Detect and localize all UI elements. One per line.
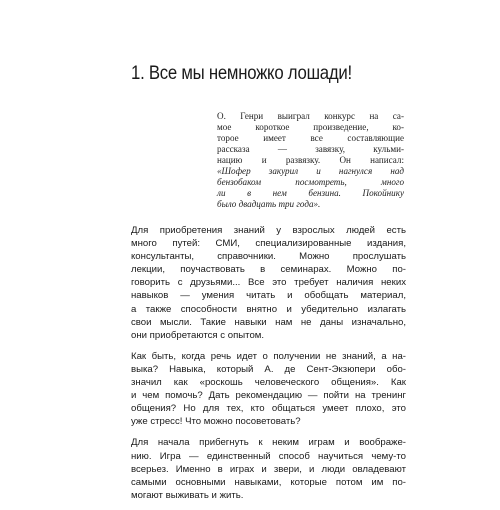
text-line: могают выживать и жить. [131,489,244,501]
text-line: и чем помочь? Дать рекомендацию — пойти на тренинг [131,390,406,402]
text-line: а также способности внятно и убедительно излагать [131,303,406,315]
epigraph-line: рассказа — завязку, кульми- [217,144,404,154]
epigraph-line: мое короткое произведение, ко- [217,122,404,132]
text-line: Как быть, когда речь идет о получении не знаний, а на- [131,350,406,362]
text-line: всерьез. Именно в играх и звери, и люди овладевают [131,463,406,475]
text-line: консультанты, справочники. Можно прослушать [131,251,406,263]
text-line: общения? Но для тех, кто общаться умеет плохо, это [131,403,406,415]
paragraph-3 [131,436,406,501]
epigraph-quote-line: бензобаком посмотреть, много [217,177,404,187]
epigraph-quote-line: ли в нем бензина. Покойнику [217,188,404,198]
text-line: много путей: СМИ, специализированные издания, [131,238,406,250]
text-line: свои мысли. Такие навыки нам не даны изначально, [131,316,406,328]
text-line: лекции, поучаствовать в семинарах. Можно по- [131,264,406,276]
body-text [131,224,406,510]
text-line: навыков — умения читать и обобщать материал, [131,290,406,302]
text-line: Для начала прибегнуть к неким играм и воображе- [131,437,406,449]
text-line: выка? Навыка, который А. де Сент-Экзюпери обо- [131,363,406,375]
epigraph-line: нацию и развязку. Он написал: [217,155,404,165]
epigraph-line: О. Генри выиграл конкурс на са- [217,111,404,121]
text-line: самыми основными навыками, которые потом им по- [131,476,406,488]
text-line: уже стресс! Что можно посоветовать? [131,416,301,428]
text-line: они приобретаются с опытом. [131,329,265,341]
epigraph-line: торое имеет все составляющие [217,133,404,143]
chapter-title: 1. Все мы немножко лошади! [131,62,352,84]
epigraph [217,111,404,210]
paragraph-1 [131,224,406,342]
epigraph-quote-line: «Шофер закурил и нагнулся над [217,166,404,176]
paragraph-2 [131,350,406,429]
epigraph-quote-line: было двадцать три года». [217,199,321,209]
text-line: Для приобретения знаний у взрослых людей есть [131,225,406,236]
text-line: говорить с друзьями... Все это требует наличия неких [131,277,406,289]
text-line: нию. Игра — единственный способ научиться чему-то [131,450,406,462]
text-line: значил как «роскошь человеческого общения». Как [131,377,406,389]
